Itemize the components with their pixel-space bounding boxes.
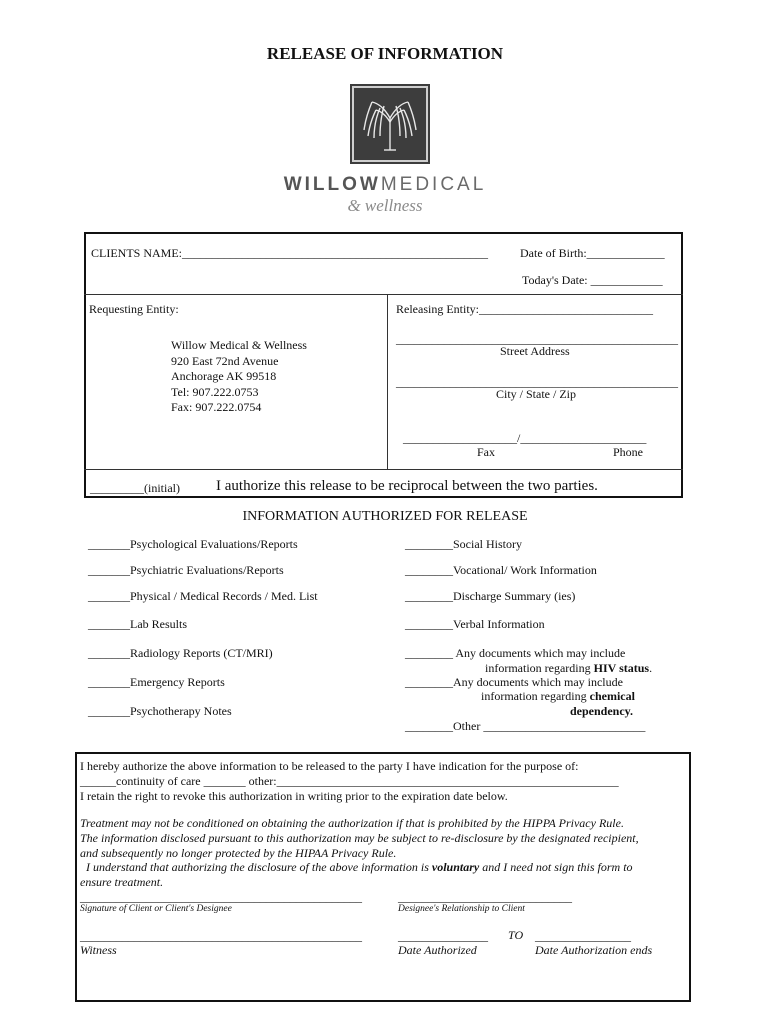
- hipaa-notice-1: Treatment may not be conditioned on obtaining the authorization if that is prohibited by the HIPPA Privacy Rule.: [80, 816, 624, 830]
- chem-pre: information regarding: [481, 689, 590, 703]
- divider: [387, 294, 388, 469]
- page-title: RELEASE OF INFORMATION: [266, 44, 504, 63]
- item-radiology[interactable]: _______Radiology Reports (CT/MRI): [88, 646, 273, 660]
- chem-line3: dependency.: [570, 704, 634, 718]
- item-social-history[interactable]: ________Social History: [405, 537, 522, 551]
- willow-tree-icon: [354, 88, 426, 160]
- date-ends-field[interactable]: ________________: [535, 929, 631, 943]
- brand-bold: WILLOW: [283, 174, 381, 195]
- releasing-entity-field[interactable]: Releasing Entity:_____________________________: [396, 302, 653, 316]
- date-authorized-field[interactable]: _______________: [398, 929, 488, 943]
- client-name-field[interactable]: CLIENTS NAME:___________________________________________________: [91, 246, 488, 260]
- voluntary-pre: I understand that authorizing the disclosure of the above information is: [80, 860, 432, 874]
- requesting-tel: Tel: 907.222.0753: [171, 385, 259, 399]
- chem-line2: [481, 689, 635, 704]
- witness-label: Witness: [80, 943, 117, 957]
- hipaa-notice-5: ensure treatment.: [80, 875, 164, 889]
- item-verbal[interactable]: ________Verbal Information: [405, 617, 545, 631]
- todays-date-field[interactable]: Today's Date: ____________: [522, 273, 663, 287]
- hiv-pre: information regarding: [485, 661, 594, 675]
- street-address-field[interactable]: _______________________________________________: [396, 332, 678, 346]
- section-header: INFORMATION AUTHORIZED FOR RELEASE: [242, 509, 528, 524]
- date-ends-label: Date Authorization ends: [535, 943, 653, 957]
- city-state-zip-field[interactable]: _______________________________________________: [396, 375, 678, 389]
- to-label: TO: [508, 928, 524, 942]
- chem-bold: chemical: [589, 689, 635, 703]
- hipaa-notice-2: The information disclosed pursuant to this authorization may be subject to re-disclosure by the designated recipient,: [80, 831, 639, 845]
- auth-purpose-field[interactable]: ______continuity of care _______ other:_________________________________________________________: [80, 774, 619, 788]
- auth-line3: I retain the right to revoke this authorization in writing prior to the expiration date below.: [80, 789, 508, 803]
- street-address-label: Street Address: [500, 344, 570, 358]
- item-other[interactable]: ________Other ___________________________: [405, 719, 646, 733]
- requesting-entity-label: Requesting Entity:: [89, 302, 179, 316]
- fax-label: Fax: [477, 445, 495, 459]
- voluntary-bold: voluntary: [431, 860, 480, 874]
- voluntary-post: and I need not sign this form to: [479, 860, 633, 874]
- requesting-city: Anchorage AK 99518: [171, 369, 277, 383]
- city-state-zip-label: City / State / Zip: [496, 387, 576, 401]
- brand-tagline: & wellness: [347, 196, 423, 215]
- logo: [352, 86, 428, 162]
- brand-light: MEDICAL: [380, 174, 487, 195]
- relationship-label: Designee's Relationship to Client: [398, 904, 525, 914]
- item-chemical[interactable]: ________Any documents which may include: [405, 675, 623, 689]
- item-emergency[interactable]: _______Emergency Reports: [88, 675, 225, 689]
- brand-name: [0, 174, 770, 196]
- item-physical-medical[interactable]: _______Physical / Medical Records / Med. List: [88, 589, 318, 603]
- hiv-line2: [485, 661, 652, 676]
- hiv-post: .: [649, 661, 653, 675]
- dob-field[interactable]: Date of Birth:_____________: [520, 246, 665, 260]
- reciprocal-text: I authorize this release to be reciprocal between the two parties.: [216, 478, 598, 494]
- requesting-fax: Fax: 907.222.0754: [171, 400, 262, 414]
- requesting-street: 920 East 72nd Avenue: [171, 354, 279, 368]
- reciprocal-initial-field[interactable]: _________(initial): [90, 481, 180, 495]
- item-psychotherapy[interactable]: _______Psychotherapy Notes: [88, 704, 232, 718]
- signature-field[interactable]: _______________________________________________: [80, 890, 362, 904]
- item-psychiatric[interactable]: _______Psychiatric Evaluations/Reports: [88, 563, 284, 577]
- relationship-field[interactable]: _____________________________: [398, 890, 572, 904]
- signature-label: Signature of Client or Client's Designee: [80, 904, 232, 914]
- hiv-bold: HIV status: [593, 661, 650, 675]
- witness-field[interactable]: _______________________________________________: [80, 929, 362, 943]
- auth-line1: I hereby authorize the above information to be released to the party I have indication for the purpose of:: [80, 759, 579, 773]
- hipaa-notice-3: and subsequently no longer protected by the HIPAA Privacy Rule.: [80, 846, 397, 860]
- fax-phone-field[interactable]: ___________________/_____________________: [403, 431, 647, 445]
- divider: [84, 294, 683, 295]
- requesting-name: Willow Medical & Wellness: [171, 338, 307, 352]
- item-hiv[interactable]: ________ Any documents which may include: [405, 646, 626, 660]
- item-discharge[interactable]: ________Discharge Summary (ies): [405, 589, 576, 603]
- item-psychological[interactable]: _______Psychological Evaluations/Reports: [88, 537, 298, 551]
- hipaa-notice-4: [80, 860, 633, 875]
- phone-label: Phone: [613, 445, 643, 459]
- divider: [84, 469, 683, 470]
- item-vocational[interactable]: ________Vocational/ Work Information: [405, 563, 597, 577]
- date-authorized-label: Date Authorized: [398, 943, 477, 957]
- item-lab-results[interactable]: _______Lab Results: [88, 617, 187, 631]
